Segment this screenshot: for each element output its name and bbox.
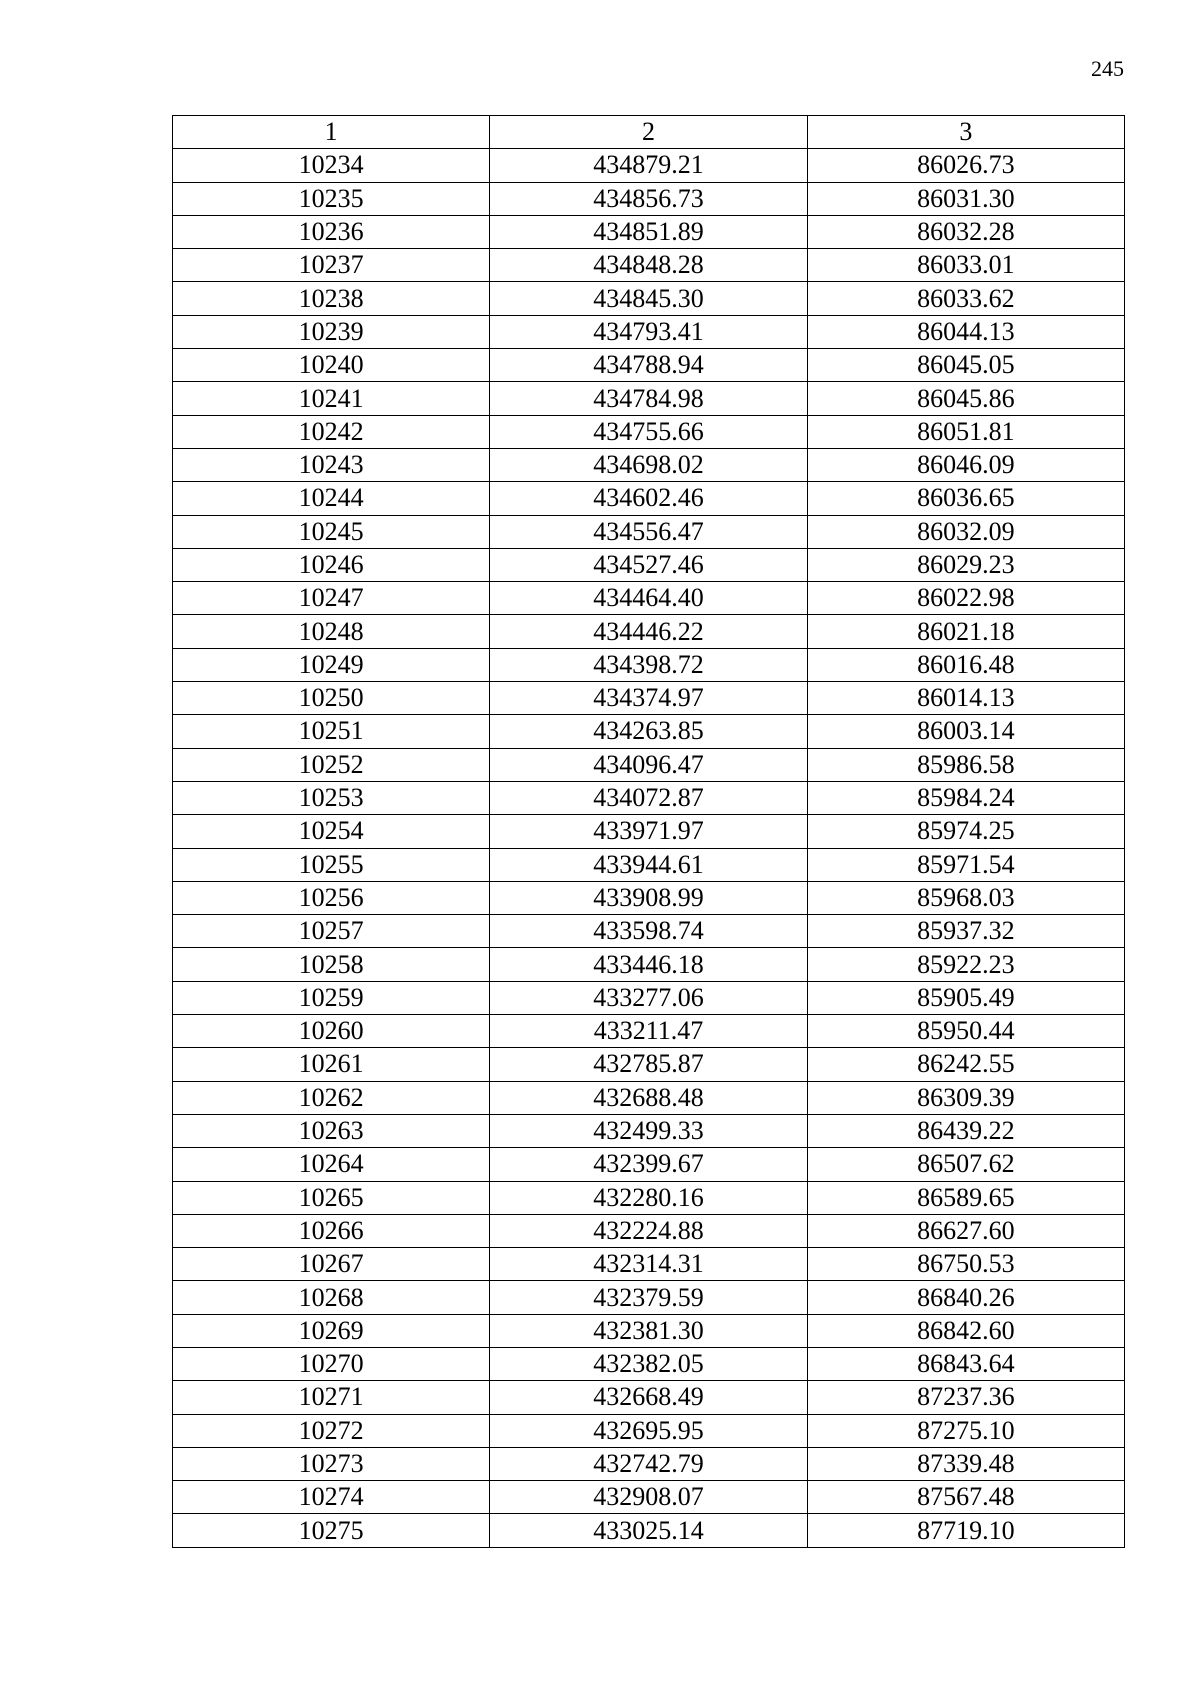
y-coordinate-cell: 87339.48 bbox=[807, 1447, 1124, 1480]
x-coordinate-cell: 434879.21 bbox=[490, 149, 807, 182]
x-coordinate-cell: 433944.61 bbox=[490, 848, 807, 881]
y-coordinate-cell: 86439.22 bbox=[807, 1114, 1124, 1147]
point-number-cell: 10248 bbox=[173, 615, 490, 648]
x-coordinate-cell: 434464.40 bbox=[490, 582, 807, 615]
table-row bbox=[173, 1214, 1125, 1247]
table-row bbox=[173, 715, 1125, 748]
point-number-cell: 10252 bbox=[173, 748, 490, 781]
x-coordinate-cell: 434848.28 bbox=[490, 249, 807, 282]
x-coordinate-cell: 433025.14 bbox=[490, 1514, 807, 1547]
table-row bbox=[173, 1414, 1125, 1447]
y-coordinate-cell: 86045.86 bbox=[807, 382, 1124, 415]
x-coordinate-cell: 433971.97 bbox=[490, 815, 807, 848]
header-cell-2: 2 bbox=[490, 116, 807, 149]
y-coordinate-cell: 87275.10 bbox=[807, 1414, 1124, 1447]
point-number-cell: 10234 bbox=[173, 149, 490, 182]
y-coordinate-cell: 86031.30 bbox=[807, 182, 1124, 215]
x-coordinate-cell: 432280.16 bbox=[490, 1181, 807, 1214]
point-number-cell: 10253 bbox=[173, 781, 490, 814]
x-coordinate-cell: 432742.79 bbox=[490, 1447, 807, 1480]
y-coordinate-cell: 86044.13 bbox=[807, 315, 1124, 348]
table-row bbox=[173, 349, 1125, 382]
table-row bbox=[173, 182, 1125, 215]
x-coordinate-cell: 434556.47 bbox=[490, 515, 807, 548]
point-number-cell: 10261 bbox=[173, 1048, 490, 1081]
x-coordinate-cell: 432381.30 bbox=[490, 1314, 807, 1347]
y-coordinate-cell: 86036.65 bbox=[807, 482, 1124, 515]
y-coordinate-cell: 85922.23 bbox=[807, 948, 1124, 981]
table-row bbox=[173, 1248, 1125, 1281]
y-coordinate-cell: 85950.44 bbox=[807, 1015, 1124, 1048]
table-row bbox=[173, 315, 1125, 348]
y-coordinate-cell: 87567.48 bbox=[807, 1481, 1124, 1514]
table-row bbox=[173, 548, 1125, 581]
table-row bbox=[173, 682, 1125, 715]
x-coordinate-cell: 432379.59 bbox=[490, 1281, 807, 1314]
table-row bbox=[173, 848, 1125, 881]
point-number-cell: 10240 bbox=[173, 349, 490, 382]
table-row bbox=[173, 981, 1125, 1014]
table-row bbox=[173, 915, 1125, 948]
table-row bbox=[173, 1114, 1125, 1147]
x-coordinate-cell: 432785.87 bbox=[490, 1048, 807, 1081]
x-coordinate-cell: 433446.18 bbox=[490, 948, 807, 981]
y-coordinate-cell: 86750.53 bbox=[807, 1248, 1124, 1281]
point-number-cell: 10266 bbox=[173, 1214, 490, 1247]
point-number-cell: 10257 bbox=[173, 915, 490, 948]
x-coordinate-cell: 432382.05 bbox=[490, 1347, 807, 1380]
header-cell-1: 1 bbox=[173, 116, 490, 149]
y-coordinate-cell: 86003.14 bbox=[807, 715, 1124, 748]
page-number: 245 bbox=[1091, 56, 1124, 81]
table-row bbox=[173, 748, 1125, 781]
point-number-cell: 10246 bbox=[173, 548, 490, 581]
point-number-cell: 10271 bbox=[173, 1381, 490, 1414]
header-cell-3: 3 bbox=[807, 116, 1124, 149]
point-number-cell: 10270 bbox=[173, 1347, 490, 1380]
y-coordinate-cell: 86021.18 bbox=[807, 615, 1124, 648]
point-number-cell: 10255 bbox=[173, 848, 490, 881]
point-number-cell: 10263 bbox=[173, 1114, 490, 1147]
table-row bbox=[173, 815, 1125, 848]
point-number-cell: 10259 bbox=[173, 981, 490, 1014]
x-coordinate-cell: 434845.30 bbox=[490, 282, 807, 315]
point-number-cell: 10236 bbox=[173, 215, 490, 248]
point-number-cell: 10267 bbox=[173, 1248, 490, 1281]
x-coordinate-cell: 432668.49 bbox=[490, 1381, 807, 1414]
point-number-cell: 10272 bbox=[173, 1414, 490, 1447]
point-number-cell: 10237 bbox=[173, 249, 490, 282]
x-coordinate-cell: 432688.48 bbox=[490, 1081, 807, 1114]
table-row bbox=[173, 448, 1125, 481]
table-row bbox=[173, 781, 1125, 814]
y-coordinate-cell: 86589.65 bbox=[807, 1181, 1124, 1214]
point-number-cell: 10239 bbox=[173, 315, 490, 348]
y-coordinate-cell: 86026.73 bbox=[807, 149, 1124, 182]
point-number-cell: 10274 bbox=[173, 1481, 490, 1514]
point-number-cell: 10268 bbox=[173, 1281, 490, 1314]
table-row bbox=[173, 648, 1125, 681]
point-number-cell: 10244 bbox=[173, 482, 490, 515]
point-number-cell: 10264 bbox=[173, 1148, 490, 1181]
y-coordinate-cell: 86045.05 bbox=[807, 349, 1124, 382]
x-coordinate-cell: 432695.95 bbox=[490, 1414, 807, 1447]
table-row bbox=[173, 415, 1125, 448]
x-coordinate-cell: 432908.07 bbox=[490, 1481, 807, 1514]
point-number-cell: 10273 bbox=[173, 1447, 490, 1480]
header-row bbox=[173, 116, 1125, 149]
x-coordinate-cell: 432314.31 bbox=[490, 1248, 807, 1281]
table-row bbox=[173, 282, 1125, 315]
x-coordinate-cell: 434851.89 bbox=[490, 215, 807, 248]
table-row bbox=[173, 1181, 1125, 1214]
x-coordinate-cell: 434784.98 bbox=[490, 382, 807, 415]
y-coordinate-cell: 85937.32 bbox=[807, 915, 1124, 948]
x-coordinate-cell: 434856.73 bbox=[490, 182, 807, 215]
x-coordinate-cell: 432224.88 bbox=[490, 1214, 807, 1247]
y-coordinate-cell: 86033.01 bbox=[807, 249, 1124, 282]
table-row bbox=[173, 881, 1125, 914]
point-number-cell: 10251 bbox=[173, 715, 490, 748]
x-coordinate-cell: 434793.41 bbox=[490, 315, 807, 348]
x-coordinate-cell: 434755.66 bbox=[490, 415, 807, 448]
table-row bbox=[173, 1081, 1125, 1114]
x-coordinate-cell: 432499.33 bbox=[490, 1114, 807, 1147]
table-row bbox=[173, 1381, 1125, 1414]
y-coordinate-cell: 86032.28 bbox=[807, 215, 1124, 248]
table-row bbox=[173, 149, 1125, 182]
x-coordinate-cell: 433277.06 bbox=[490, 981, 807, 1014]
y-coordinate-cell: 86033.62 bbox=[807, 282, 1124, 315]
table-row bbox=[173, 382, 1125, 415]
point-number-cell: 10245 bbox=[173, 515, 490, 548]
table-header bbox=[173, 116, 1125, 149]
x-coordinate-cell: 432399.67 bbox=[490, 1148, 807, 1181]
y-coordinate-cell: 85984.24 bbox=[807, 781, 1124, 814]
table-row bbox=[173, 249, 1125, 282]
x-coordinate-cell: 434527.46 bbox=[490, 548, 807, 581]
point-number-cell: 10254 bbox=[173, 815, 490, 848]
table-row bbox=[173, 1447, 1125, 1480]
y-coordinate-cell: 86014.13 bbox=[807, 682, 1124, 715]
point-number-cell: 10258 bbox=[173, 948, 490, 981]
y-coordinate-cell: 86051.81 bbox=[807, 415, 1124, 448]
point-number-cell: 10249 bbox=[173, 648, 490, 681]
x-coordinate-cell: 434096.47 bbox=[490, 748, 807, 781]
table-row bbox=[173, 1148, 1125, 1181]
point-number-cell: 10242 bbox=[173, 415, 490, 448]
x-coordinate-cell: 434263.85 bbox=[490, 715, 807, 748]
x-coordinate-cell: 433908.99 bbox=[490, 881, 807, 914]
point-number-cell: 10269 bbox=[173, 1314, 490, 1347]
point-number-cell: 10243 bbox=[173, 448, 490, 481]
table-row bbox=[173, 1514, 1125, 1547]
table-row bbox=[173, 515, 1125, 548]
y-coordinate-cell: 85971.54 bbox=[807, 848, 1124, 881]
point-number-cell: 10265 bbox=[173, 1181, 490, 1214]
point-number-cell: 10241 bbox=[173, 382, 490, 415]
point-number-cell: 10250 bbox=[173, 682, 490, 715]
y-coordinate-cell: 85905.49 bbox=[807, 981, 1124, 1014]
x-coordinate-cell: 433598.74 bbox=[490, 915, 807, 948]
y-coordinate-cell: 86022.98 bbox=[807, 582, 1124, 615]
y-coordinate-cell: 87719.10 bbox=[807, 1514, 1124, 1547]
y-coordinate-cell: 86242.55 bbox=[807, 1048, 1124, 1081]
point-number-cell: 10256 bbox=[173, 881, 490, 914]
table-row bbox=[173, 482, 1125, 515]
table-row bbox=[173, 1314, 1125, 1347]
table-row bbox=[173, 582, 1125, 615]
x-coordinate-cell: 434072.87 bbox=[490, 781, 807, 814]
y-coordinate-cell: 86842.60 bbox=[807, 1314, 1124, 1347]
x-coordinate-cell: 434398.72 bbox=[490, 648, 807, 681]
x-coordinate-cell: 433211.47 bbox=[490, 1015, 807, 1048]
x-coordinate-cell: 434602.46 bbox=[490, 482, 807, 515]
table-row bbox=[173, 615, 1125, 648]
x-coordinate-cell: 434446.22 bbox=[490, 615, 807, 648]
x-coordinate-cell: 434698.02 bbox=[490, 448, 807, 481]
x-coordinate-cell: 434374.97 bbox=[490, 682, 807, 715]
y-coordinate-cell: 86029.23 bbox=[807, 548, 1124, 581]
point-number-cell: 10275 bbox=[173, 1514, 490, 1547]
point-number-cell: 10260 bbox=[173, 1015, 490, 1048]
coordinates-table bbox=[172, 115, 1125, 1548]
table-row bbox=[173, 1347, 1125, 1380]
y-coordinate-cell: 87237.36 bbox=[807, 1381, 1124, 1414]
y-coordinate-cell: 86046.09 bbox=[807, 448, 1124, 481]
point-number-cell: 10262 bbox=[173, 1081, 490, 1114]
y-coordinate-cell: 86309.39 bbox=[807, 1081, 1124, 1114]
table-row bbox=[173, 215, 1125, 248]
table-row bbox=[173, 948, 1125, 981]
y-coordinate-cell: 85968.03 bbox=[807, 881, 1124, 914]
point-number-cell: 10238 bbox=[173, 282, 490, 315]
table-row bbox=[173, 1048, 1125, 1081]
y-coordinate-cell: 86507.62 bbox=[807, 1148, 1124, 1181]
y-coordinate-cell: 85986.58 bbox=[807, 748, 1124, 781]
y-coordinate-cell: 86840.26 bbox=[807, 1281, 1124, 1314]
y-coordinate-cell: 85974.25 bbox=[807, 815, 1124, 848]
point-number-cell: 10247 bbox=[173, 582, 490, 615]
y-coordinate-cell: 86843.64 bbox=[807, 1347, 1124, 1380]
table-row bbox=[173, 1281, 1125, 1314]
y-coordinate-cell: 86016.48 bbox=[807, 648, 1124, 681]
table-body bbox=[173, 149, 1125, 1547]
point-number-cell: 10235 bbox=[173, 182, 490, 215]
y-coordinate-cell: 86627.60 bbox=[807, 1214, 1124, 1247]
x-coordinate-cell: 434788.94 bbox=[490, 349, 807, 382]
table-row bbox=[173, 1481, 1125, 1514]
y-coordinate-cell: 86032.09 bbox=[807, 515, 1124, 548]
table-row bbox=[173, 1015, 1125, 1048]
